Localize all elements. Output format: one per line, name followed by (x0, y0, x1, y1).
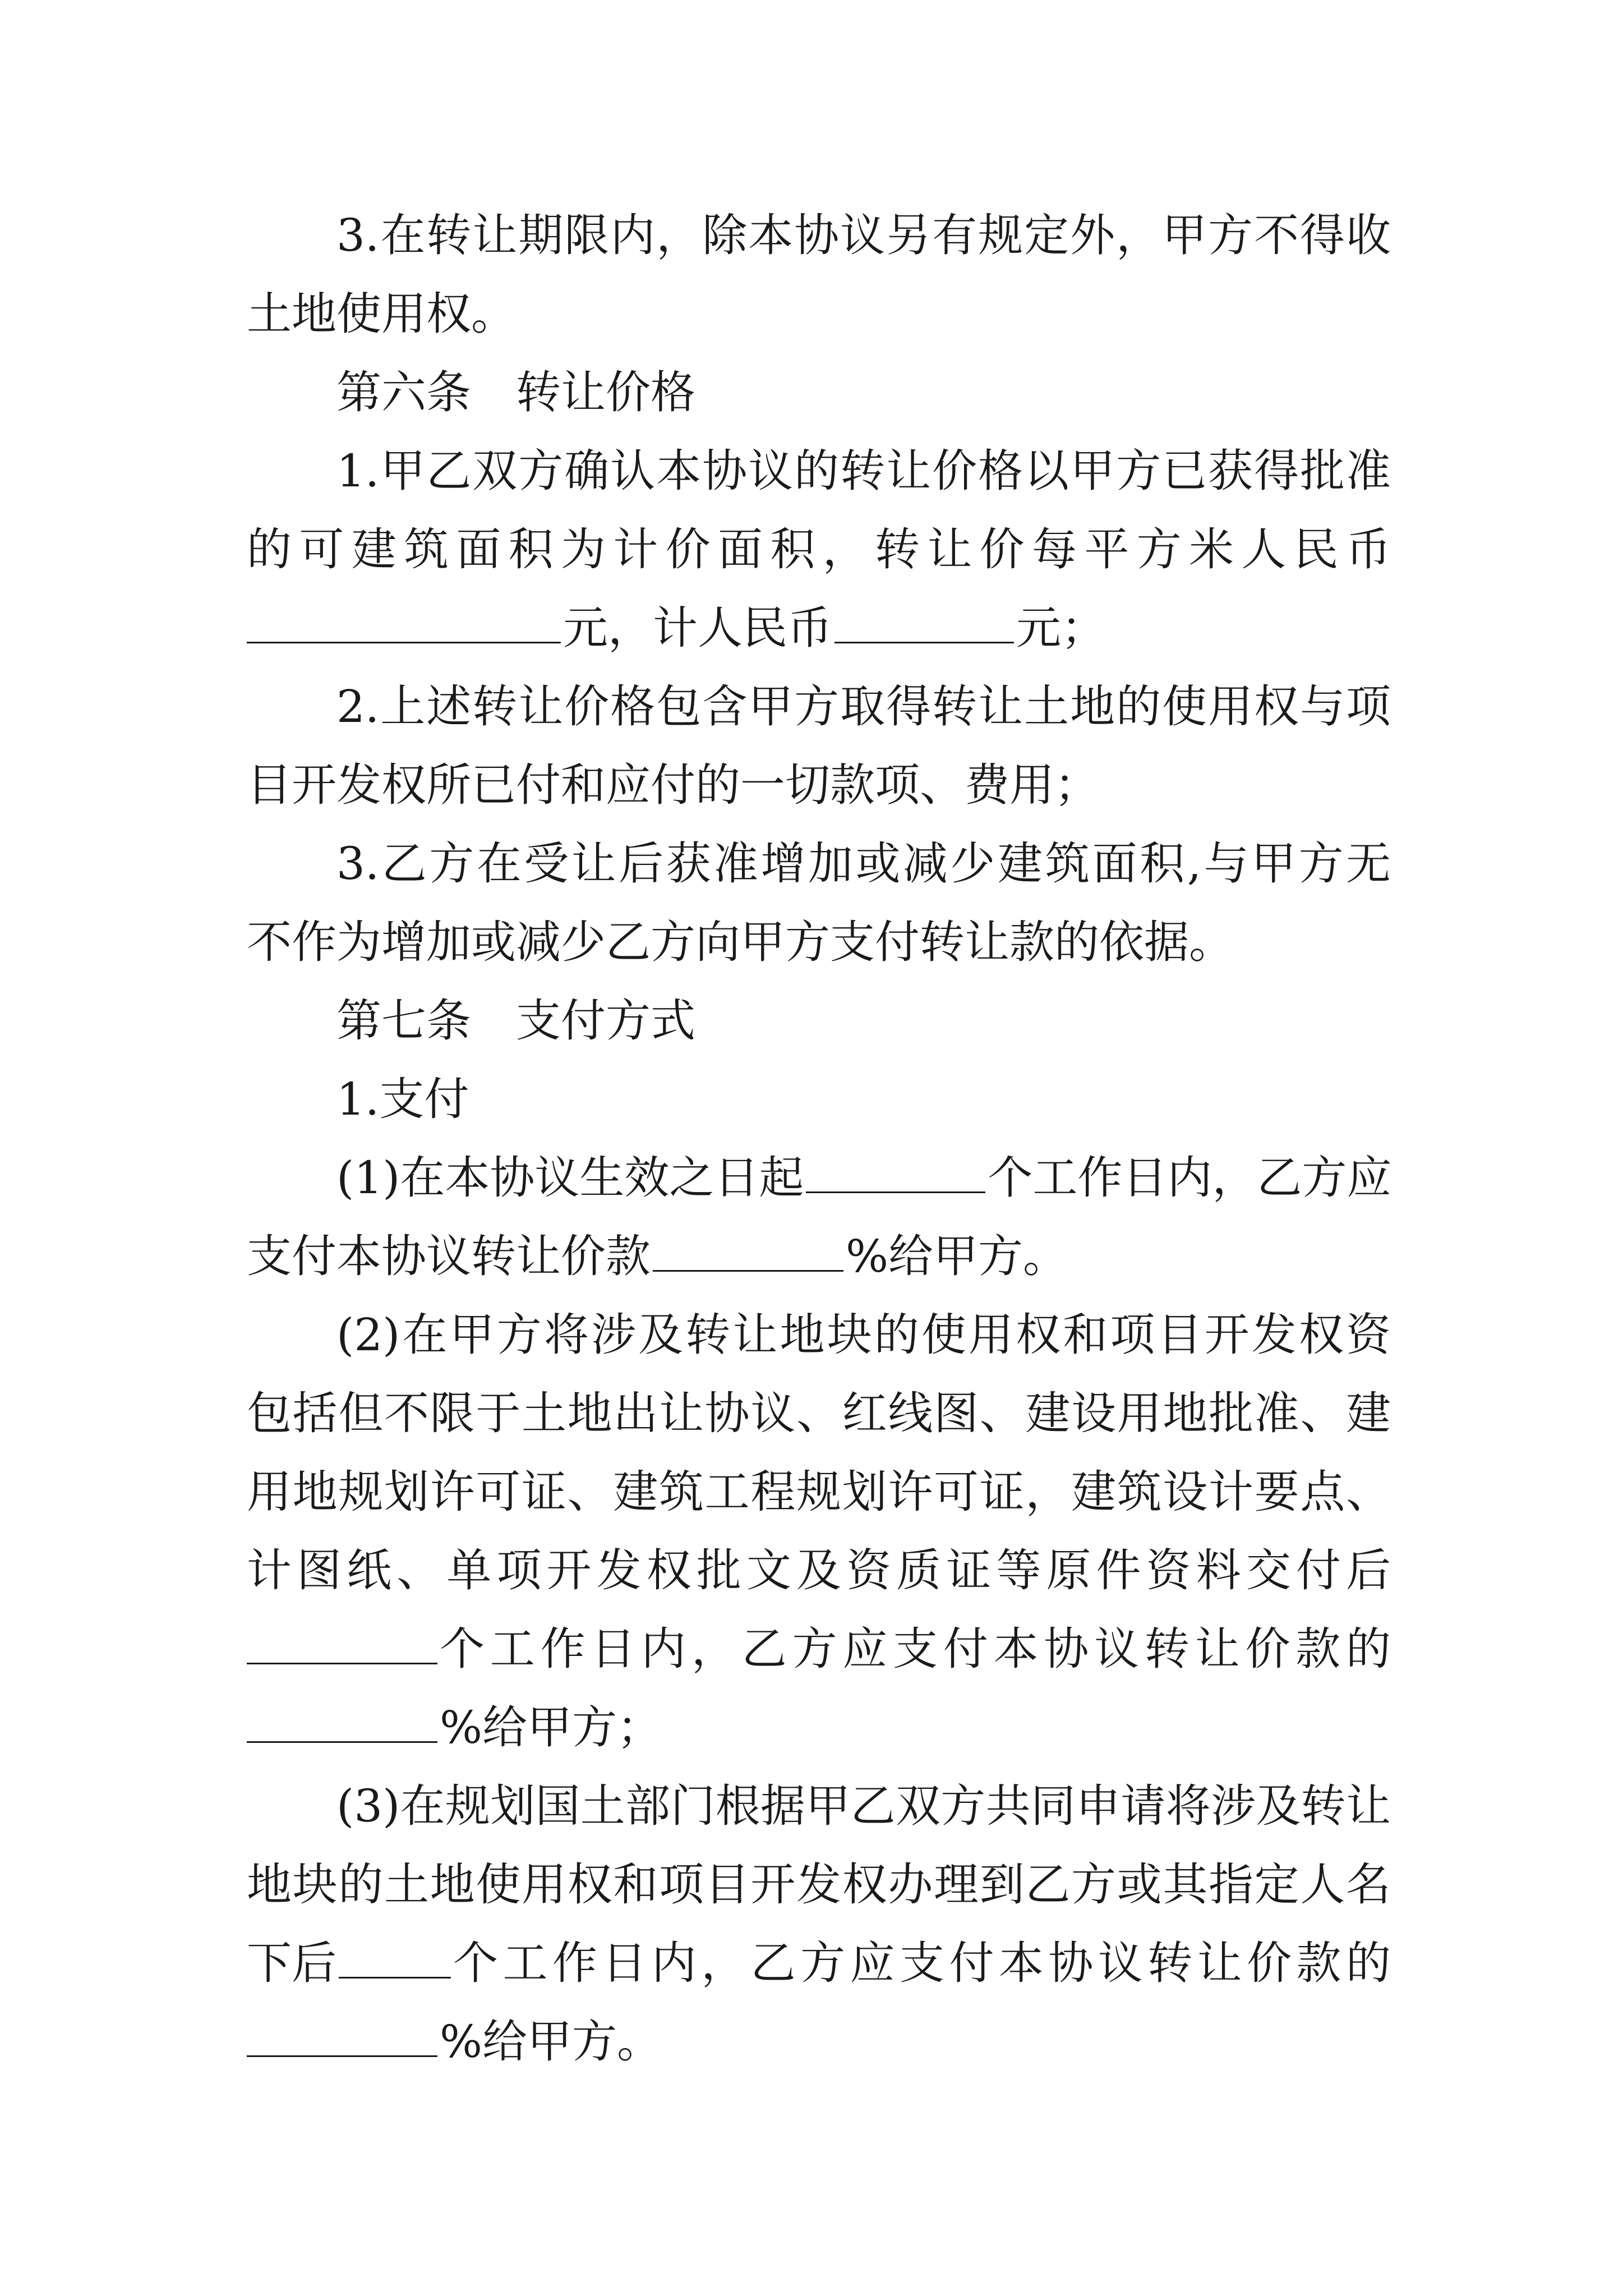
paragraph-line: 用地规划许可证、建筑工程规划许可证，建筑设计要点、 (247, 1466, 1391, 1518)
paragraph-line: 目开发权所已付和应付的一切款项、费用； (247, 759, 1099, 811)
fill-in-blank[interactable] (247, 602, 561, 643)
text-fragment: 个工作日内，乙方应 (988, 1152, 1392, 1204)
paragraph-line: 土地使用权。 (247, 288, 516, 340)
text-fragment: 个工作日内，乙方应支付本协议转让价款的 (453, 1937, 1391, 1989)
text-fragment: 元，计人民币 (563, 602, 832, 654)
fill-in-blank[interactable] (247, 1702, 437, 1743)
paragraph-line: 的可建筑面积为计价面积，转让价每平方米人民币 (247, 523, 1391, 576)
paragraph-line: (3)在规划国土部门根据甲乙双方共同申请将涉及转让 (336, 1780, 1391, 1832)
paragraph-line: 计图纸、单项开发权批文及资质证等原件资料交付后 (247, 1544, 1391, 1596)
paragraph-line (247, 2014, 662, 2070)
fill-in-blank[interactable] (247, 2016, 437, 2057)
paragraph-line (247, 1228, 1068, 1285)
paragraph-line: 不作为增加或减少乙方向甲方支付转让款的依据。 (247, 916, 1234, 968)
article-label: 第七条 (336, 995, 471, 1047)
paragraph-line (336, 1150, 1391, 1206)
paragraph-line: (2)在甲方将涉及转让地块的使用权和项目开发权资 (336, 1309, 1391, 1361)
paragraph-line: 1.甲乙双方确认本协议的转让价格以甲方已获得批准 (336, 445, 1391, 497)
clause-heading: 1.支付 (336, 1073, 469, 1125)
text-fragment: (1)在本协议生效之日起 (336, 1152, 804, 1204)
fill-in-blank[interactable] (247, 1623, 437, 1664)
text-fragment: 下后 (247, 1937, 336, 1989)
article-label: 第六条 (336, 366, 471, 418)
fill-in-blank[interactable] (834, 602, 1014, 643)
fill-in-blank[interactable] (806, 1152, 985, 1193)
text-fragment: %给甲方。 (846, 1230, 1068, 1282)
paragraph-line: 地块的土地使用权和项目开发权办理到乙方或其指定人名 (247, 1858, 1391, 1911)
paragraph-line (247, 1700, 662, 1756)
article-title: 转让价格 (516, 366, 695, 418)
paragraph-line: 2.上述转让价格包含甲方取得转让土地的使用权与项 (336, 680, 1391, 733)
paragraph-line (247, 1935, 1391, 1991)
text-fragment: 元； (1016, 602, 1106, 654)
fill-in-blank[interactable] (653, 1231, 843, 1272)
paragraph-line: 包括但不限于土地出让协议、红线图、建设用地批准、建 (247, 1387, 1391, 1439)
text-fragment: %给甲方； (440, 1701, 662, 1754)
article-heading (336, 993, 695, 1049)
paragraph-line: 3.在转让期限内，除本协议另有规定外，甲方不得收 (336, 209, 1391, 261)
article-heading (336, 365, 695, 421)
paragraph-line (247, 600, 1106, 656)
paragraph-line (247, 1621, 1391, 1677)
text-fragment: %给甲方。 (440, 2016, 662, 2068)
article-title: 支付方式 (516, 995, 695, 1047)
fill-in-blank[interactable] (339, 1938, 451, 1978)
text-fragment: 支付本协议转让价款 (247, 1230, 651, 1282)
paragraph-line: 3.乙方在受让后获准增加或减少建筑面积,与甲方无 (336, 838, 1391, 890)
text-fragment: 个工作日内，乙方应支付本协议转让价款的 (440, 1623, 1391, 1675)
